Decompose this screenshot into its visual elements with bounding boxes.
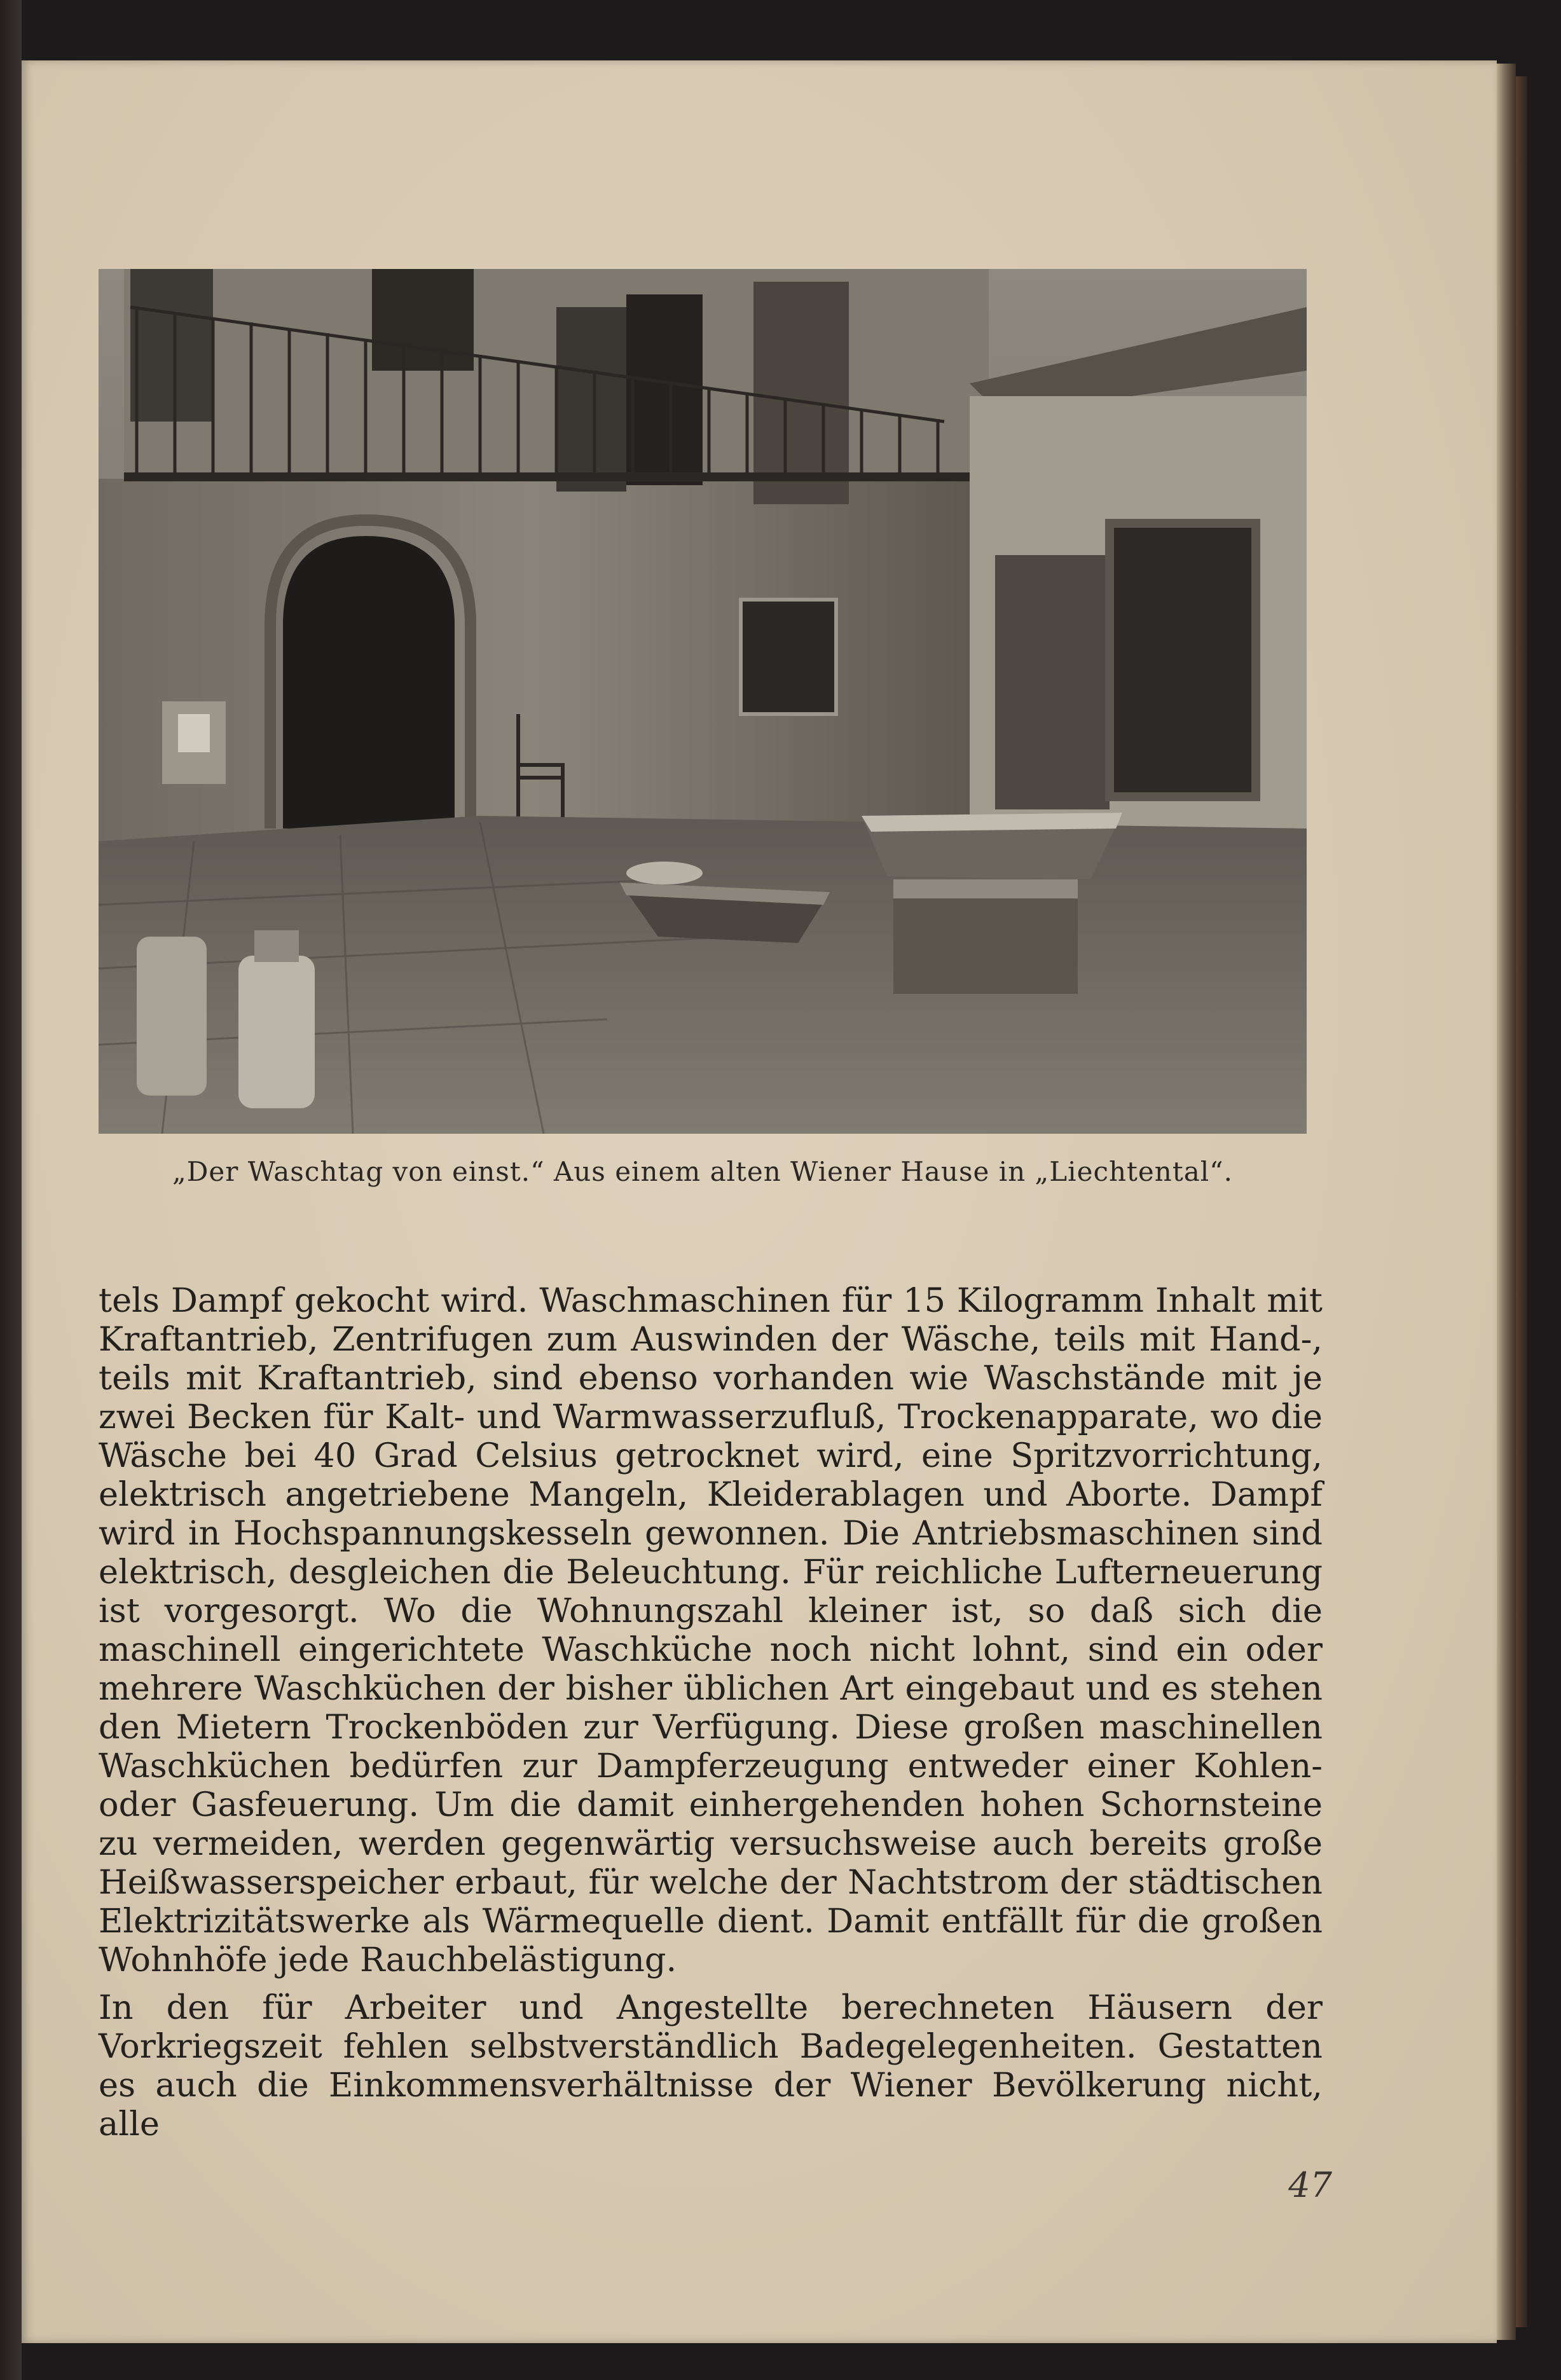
courtyard-photograph [99,269,1307,1134]
body-text [99,1281,1323,2143]
page-edge [1497,64,1516,2340]
page-number: 47 [1288,2165,1332,2205]
paragraph: tels Dampf gekocht wird. Waschmaschinen für 15 Kilogramm Inhalt mit Kraftantrieb, Zentrifugen zum Auswinden der Wäsche, teils mit Hand-, teils mit Kraftantrieb, sind ebenso vorhanden wie Waschstände mit je zwei Becken für Kalt- und Warmwasserzufluß, Trockenapparate, wo die Wäsche bei 40 Grad Celsius getrocknet wird, eine Spritzvorrichtung, elektrisch angetriebene Mangeln, Kleiderablagen und Aborte. Dampf wird in Hochspannungskesseln gewonnen. Die Antriebsmaschinen sind elektrisch, desgleichen die Beleuchtung. Für reichliche Lufterneuerung ist vorgesorgt. Wo die Wohnungszahl kleiner ist, so daß sich die maschinell eingerichtete Waschküche noch nicht lohnt, sind ein oder mehrere Waschküchen der bisher üblichen Art eingebaut und es stehen den Mietern Trockenböden zur Verfügung. Diese großen maschinellen Waschküchen bedürfen zur Dampferzeugung entweder einer Kohlen- oder Gasfeuerung. Um die damit einhergehenden hohen Schornsteine zu vermeiden, werden gegenwärtig versuchsweise auch bereits große Heißwasserspeicher erbaut, für welche der Nachtstrom der städtischen Elektrizitätswerke als Wärmequelle dient. Damit entfällt für die großen Wohnhöfe jede Rauchbelästigung. [99,1281,1323,1979]
book-spine [0,0,22,2380]
paragraph: In den für Arbeiter und Angestellte berechneten Häusern der Vorkriegszeit fehlen selbstverständlich Badegelegenheiten. Gestatten es auch die Einkommensverhältnisse der Wiener Bevölkerung nicht, alle [99,1988,1323,2143]
page-edge-shadow [1516,76,1527,2327]
photo-caption: „Der Waschtag von einst.“ Aus einem alten Wiener Hause in „Liechtental“. [172,1156,1233,1187]
